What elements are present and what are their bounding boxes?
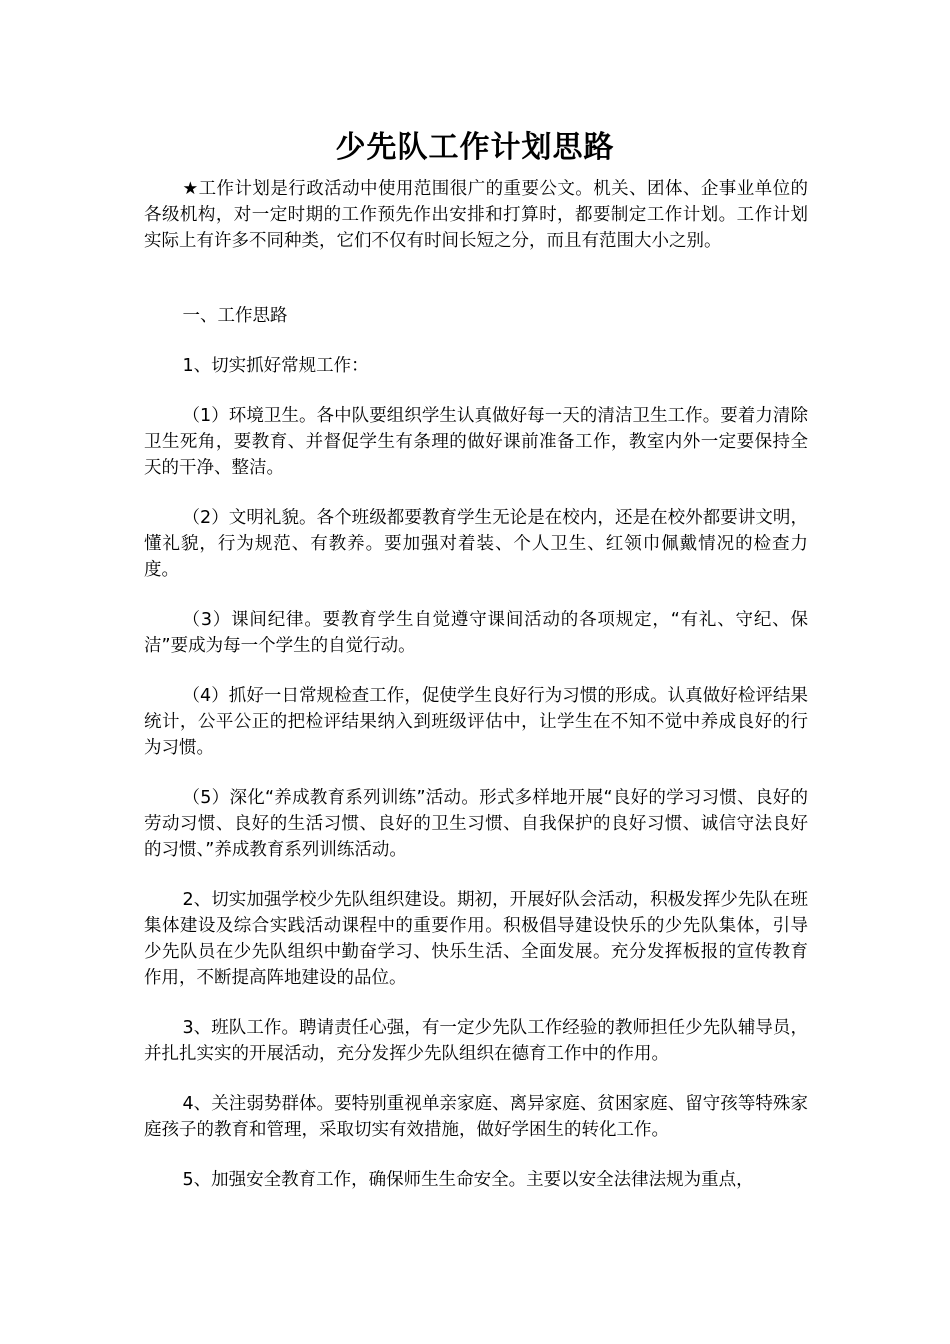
paragraph-habit-training: （5）深化“养成教育系列训练”活动。形式多样地开展“良好的学习习惯、良好的劳动习惯、良好的生活习惯、良好的卫生习惯、自我保护的良好习惯、诚信守法良好的习惯、”养成教育系列训练活动。 xyxy=(144,788,808,860)
paragraph-daily-check: （4）抓好一日常规检查工作，促使学生良好行为习惯的形成。认真做好检评结果统计，公平公正的把检评结果纳入到班级评估中，让学生在不知不觉中养成良好的行为习惯。 xyxy=(144,686,808,758)
spacer xyxy=(144,481,808,505)
paragraph-vulnerable-groups: 4、关注弱势群体。要特别重视单亲家庭、离异家庭、贫困家庭、留守孩等特殊家庭孩子的教育和管理，采取切实有效措施，做好学困生的转化工作。 xyxy=(144,1094,808,1140)
document-body xyxy=(144,176,808,1193)
spacer xyxy=(144,329,808,353)
intro-paragraph: ★工作计划是行政活动中使用范围很广的重要公文。机关、团体、企事业单位的各级机构，对一定时期的工作预先作出安排和打算时，都要制定工作计划。工作计划实际上有许多不同种类，它们不仅有时间长短之分，而且有范围大小之别。 xyxy=(144,179,808,251)
paragraph-courtesy: （2）文明礼貌。各个班级都要教育学生无论是在校内，还是在校外都要讲文明，懂礼貌，行为规范、有教养。要加强对着装、个人卫生、红领巾佩戴情况的检查力度。 xyxy=(144,508,808,580)
paragraph-class-team: 3、班队工作。聘请责任心强，有一定少先队工作经验的教师担任少先队辅导员，并扎扎实实的开展活动，充分发挥少先队组织在德育工作中的作用。 xyxy=(144,1018,808,1064)
paragraph-1: 1、切实抓好常规工作： xyxy=(182,356,369,376)
spacer xyxy=(144,254,808,303)
spacer xyxy=(144,583,808,607)
spacer xyxy=(144,1067,808,1091)
paragraph-discipline: （3）课间纪律。要教育学生自觉遵守课间活动的各项规定，“有礼、守纪、保洁”要成为每一个学生的自觉行动。 xyxy=(144,610,808,656)
spacer xyxy=(144,379,808,403)
paragraph-environment: （1）环境卫生。各中队要组织学生认真做好每一天的清洁卫生工作。要着力清除卫生死角，要教育、并督促学生有条理的做好课前准备工作，教室内外一定要保持全天的干净、整洁。 xyxy=(144,406,808,478)
spacer xyxy=(144,991,808,1015)
spacer xyxy=(144,863,808,887)
paragraph-organization: 2、切实加强学校少先队组织建设。期初，开展好队会活动，积极发挥少先队在班集体建设及综合实践活动课程中的重要作用。积极倡导建设快乐的少先队集体，引导少先队员在少先队组织中勤奋学习、快乐生活、全面发展。充分发挥板报的宣传教育作用，不断提高阵地建设的品位。 xyxy=(144,890,808,988)
section-heading: 一、工作思路 xyxy=(182,306,288,326)
document-title: 少先队工作计划思路 xyxy=(335,130,615,165)
paragraph-safety: 5、加强安全教育工作，确保师生生命安全。主要以安全法律法规为重点， xyxy=(182,1170,754,1190)
spacer xyxy=(144,761,808,785)
spacer xyxy=(144,1143,808,1167)
spacer xyxy=(144,659,808,683)
